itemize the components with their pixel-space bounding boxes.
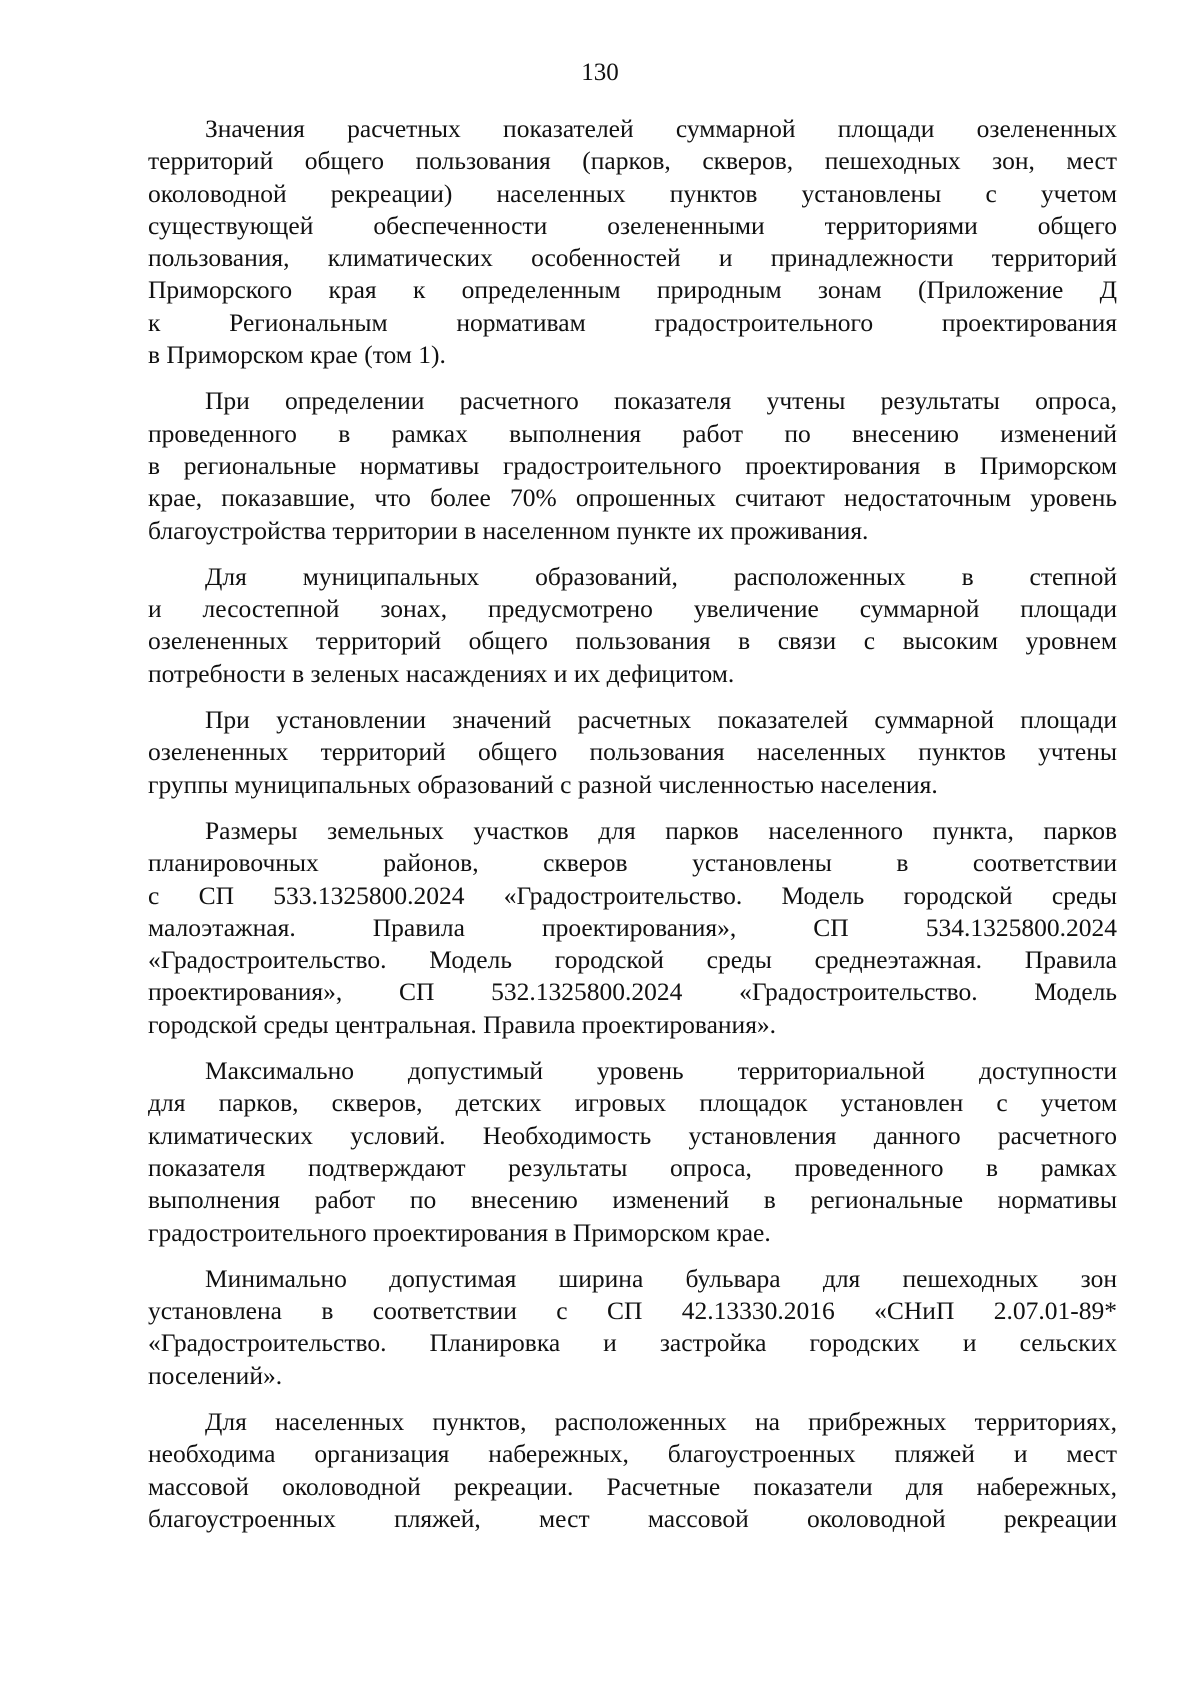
paragraph xyxy=(148,1055,1117,1249)
text-line: Для муниципальных образований, расположенных в степной xyxy=(205,561,1117,591)
text-line: планировочных районов, скверов установлены в соответствии xyxy=(148,848,1117,878)
text-line: При определении расчетного показателя учтены результаты опроса, xyxy=(205,386,1117,416)
text-line: существующей обеспеченности озелененными территориями общего xyxy=(148,210,1117,240)
text-line: массовой околоводной рекреации. Расчетные показатели для набережных, xyxy=(148,1471,1117,1501)
paragraph xyxy=(148,704,1117,801)
text-line: необходима организация набережных, благоустроенных пляжей и мест xyxy=(148,1439,1117,1469)
text-line: Для населенных пунктов, расположенных на прибрежных территориях, xyxy=(205,1406,1117,1436)
text-line: Максимально допустимый уровень территориальной доступности xyxy=(205,1056,1117,1086)
text-line: крае, показавшие, что более 70% опрошенных считают недостаточным уровень xyxy=(148,483,1117,513)
text-line: благоустройства территории в населенном пункте их проживания. xyxy=(148,515,869,545)
text-line: малоэтажная. Правила проектирования», СП 534.1325800.2024 xyxy=(148,912,1117,942)
text-line: проведенного в рамках выполнения работ по внесению изменений xyxy=(148,418,1117,448)
paragraph xyxy=(148,815,1117,1041)
text-line: поселений». xyxy=(148,1360,283,1390)
text-line: озелененных территорий общего пользования населенных пунктов учтены xyxy=(148,737,1117,767)
paragraph xyxy=(148,561,1117,690)
text-line: проектирования», СП 532.1325800.2024 «Градостроительство. Модель xyxy=(148,977,1117,1007)
text-line: «Градостроительство. Планировка и застройка городских и сельских xyxy=(148,1328,1117,1358)
text-line: в региональные нормативы градостроительного проектирования в Приморском xyxy=(148,450,1117,480)
text-line: климатических условий. Необходимость установления данного расчетного xyxy=(148,1120,1117,1150)
text-line: Минимально допустимая ширина бульвара для пешеходных зон xyxy=(205,1263,1117,1293)
text-line: «Градостроительство. Модель городской среды среднеэтажная. Правила xyxy=(148,945,1117,975)
text-line: территорий общего пользования (парков, скверов, пешеходных зон, мест xyxy=(148,146,1117,176)
text-line: околоводной рекреации) населенных пунктов установлены с учетом xyxy=(148,178,1117,208)
text-line: установлена в соответствии с СП 42.13330.2016 «СНиП 2.07.01-89* xyxy=(148,1296,1117,1326)
document-body xyxy=(148,113,1117,1549)
paragraph xyxy=(148,1406,1117,1535)
page-number: 130 xyxy=(581,59,619,86)
paragraph xyxy=(148,385,1117,546)
text-line: Приморского края к определенным природным зонам (Приложение Д xyxy=(148,275,1117,305)
text-line: потребности в зеленых насаждениях и их дефицитом. xyxy=(148,658,735,688)
text-line: в Приморском крае (том 1). xyxy=(148,340,446,370)
text-line: благоустроенных пляжей, мест массовой околоводной рекреации xyxy=(148,1503,1117,1533)
text-line: озелененных территорий общего пользования в связи с высоким уровнем xyxy=(148,626,1117,656)
text-line: Размеры земельных участков для парков населенного пункта, парков xyxy=(205,815,1117,845)
text-line: группы муниципальных образований с разной численностью населения. xyxy=(148,769,938,799)
text-line: показателя подтверждают результаты опроса, проведенного в рамках xyxy=(148,1152,1117,1182)
text-line: и лесостепной зонах, предусмотрено увеличение суммарной площади xyxy=(148,594,1117,624)
text-line: с СП 533.1325800.2024 «Градостроительство. Модель городской среды xyxy=(148,880,1117,910)
text-line: выполнения работ по внесению изменений в региональные нормативы xyxy=(148,1185,1117,1215)
text-line: к Региональным нормативам градостроительного проектирования xyxy=(148,307,1117,337)
text-line: При установлении значений расчетных показателей суммарной площади xyxy=(205,705,1117,735)
text-line: для парков, скверов, детских игровых площадок установлен с учетом xyxy=(148,1088,1117,1118)
text-line: городской среды центральная. Правила проектирования». xyxy=(148,1009,777,1039)
text-line: пользования, климатических особенностей и принадлежности территорий xyxy=(148,243,1117,273)
text-line: градостроительного проектирования в Приморском крае. xyxy=(148,1217,771,1247)
paragraph xyxy=(148,113,1117,371)
paragraph xyxy=(148,1263,1117,1392)
text-line: Значения расчетных показателей суммарной площади озелененных xyxy=(205,114,1117,143)
